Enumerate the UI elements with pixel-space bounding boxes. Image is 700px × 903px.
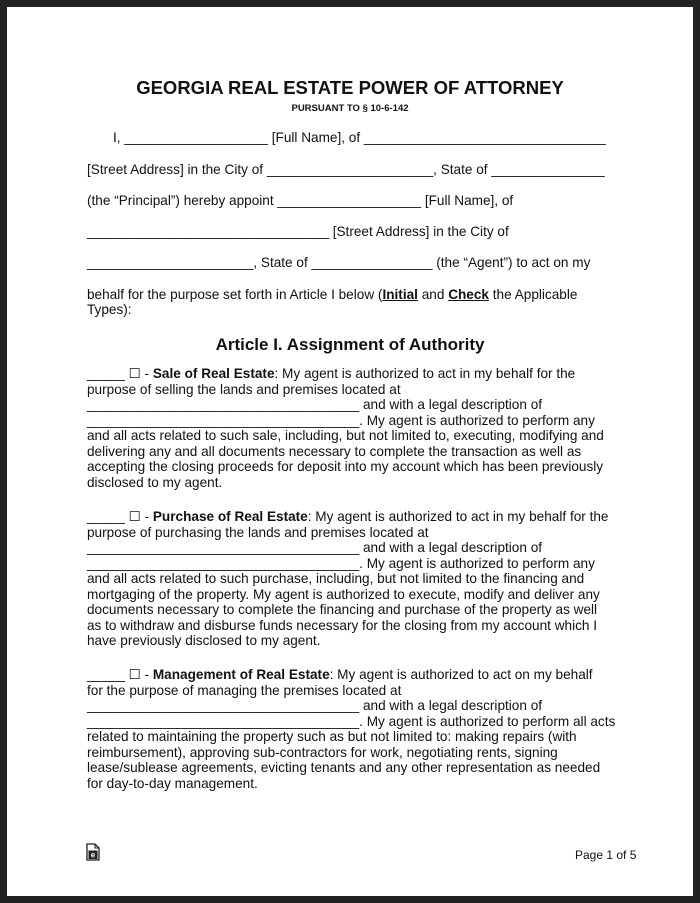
sale-line: purpose of selling the lands and premises located at bbox=[87, 382, 401, 397]
section-management-first-line bbox=[87, 667, 593, 683]
purchase-line: purpose of purchasing the lands and premises located at bbox=[87, 525, 429, 540]
article-heading: Article I. Assignment of Authority bbox=[215, 335, 485, 354]
purchase-line: mortgaging of the property. My agent is authorized to execute, modify and deliver any bbox=[87, 587, 600, 602]
page-number: Page 1 of 5 bbox=[575, 848, 637, 862]
management-section-title: Management of Real Estate bbox=[152, 667, 330, 682]
and-text: and bbox=[417, 287, 449, 302]
document-title: GEORGIA REAL ESTATE POWER OF ATTORNEY bbox=[136, 77, 564, 98]
intro-line-3: (the “Principal”) hereby appoint ___________________ [Full Name], of bbox=[87, 193, 514, 208]
purchase-first-rest: : My agent is authorized to act in my behalf for the bbox=[307, 509, 609, 524]
purchase-line: ____________________________________. My agent is authorized to perform any bbox=[87, 556, 595, 571]
sale-line: accepting the closing proceeds for deposit into my account which has been previously bbox=[87, 459, 604, 474]
document-subtitle: PURSUANT TO § 10-6-142 bbox=[291, 103, 409, 114]
purchase-line: as to withdraw and disburse funds necessary for the closing from my account which I bbox=[87, 618, 598, 633]
intro-line-2: [Street Address] in the City of ______________________, State of _______________ bbox=[87, 162, 605, 177]
management-line: lease/sublease agreements, evicting tenants and any other representation as needed bbox=[87, 760, 601, 775]
sale-line: disclosed to my agent. bbox=[87, 475, 223, 490]
sale-section-title: Sale of Real Estate bbox=[152, 366, 275, 381]
section-sale-first-line bbox=[87, 366, 575, 382]
purchase-line: and all acts related to such purchase, including, but not limited to the financing and bbox=[87, 571, 585, 586]
management-line: reimbursement), approving sub-contractors for work, negotiating rents, signing bbox=[87, 745, 558, 760]
sale-line: and all acts related to such sale, including, but not limited to, executing, modifying and bbox=[87, 428, 604, 443]
purchase-initial-blank[interactable]: _____ ☐ - bbox=[87, 509, 153, 524]
applicable-text-b: the Applicable bbox=[489, 287, 578, 302]
purchase-line: have previously disclosed to my agent. bbox=[87, 633, 321, 648]
management-initial-blank[interactable]: _____ ☐ - bbox=[87, 667, 153, 682]
intro-line-1: I, ___________________ [Full Name], of ________________________________ bbox=[113, 130, 606, 145]
management-line: related to maintaining the property such as but not limited to: making repairs (with bbox=[87, 729, 577, 744]
management-line: for day-to-day management. bbox=[87, 776, 258, 791]
purchase-line: documents necessary to complete the financing and purchase of the property as well bbox=[87, 602, 598, 617]
sale-line: ____________________________________ and with a legal description of bbox=[87, 397, 543, 412]
intro-line-5: ______________________, State of ________________ (the “Agent”) to act on my bbox=[87, 255, 591, 270]
check-label: Check bbox=[448, 287, 489, 302]
purchase-line: ____________________________________ and with a legal description of bbox=[87, 540, 543, 555]
sale-initial-blank[interactable]: _____ ☐ - bbox=[87, 366, 153, 381]
applicable-line-2: Types): bbox=[87, 302, 132, 317]
intro-line-4: ________________________________ [Street Address] in the City of bbox=[87, 224, 509, 239]
management-line: ____________________________________ and with a legal description of bbox=[87, 698, 543, 713]
eforms-logo-icon bbox=[86, 843, 100, 861]
applicable-line-1 bbox=[87, 287, 577, 303]
management-first-rest: : My agent is authorized to act on my behalf bbox=[329, 667, 593, 682]
sale-line: ____________________________________. My agent is authorized to perform any bbox=[87, 413, 595, 428]
initial-label: Initial bbox=[382, 287, 418, 302]
section-purchase-first-line bbox=[87, 509, 608, 525]
management-line: ____________________________________. My agent is authorized to perform all acts bbox=[87, 714, 616, 729]
document-page bbox=[7, 7, 693, 896]
purchase-section-title: Purchase of Real Estate bbox=[152, 509, 308, 524]
sale-first-rest: : My agent is authorized to act in my behalf for the bbox=[274, 366, 576, 381]
sale-line: delivering any and all documents necessary to complete the transaction as well as bbox=[87, 444, 582, 459]
applicable-text-a: behalf for the purpose set forth in Article I below ( bbox=[87, 287, 383, 302]
management-line: for the purpose of managing the premises located at bbox=[87, 683, 402, 698]
svg-text:e: e bbox=[90, 850, 96, 860]
